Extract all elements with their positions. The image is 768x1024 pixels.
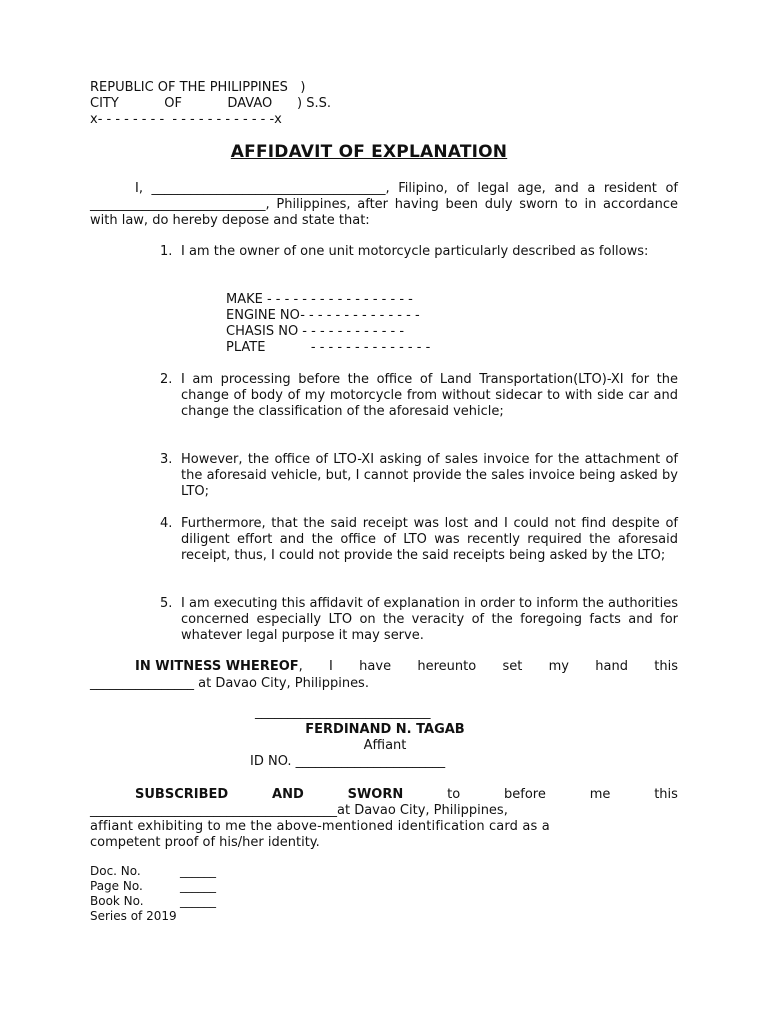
item-text: I am processing before the office of Land Transportation(LTO)-XI for the change of body of my motorcycle from without sidecar to with side car and change the classification of the aforesaid vehicle; [181, 372, 678, 419]
header-divider: x- - - - - - - - - - - - - - - - - - - -x [90, 112, 282, 127]
jurat-word: SWORN [347, 787, 404, 802]
jurat-text: affiant exhibiting to me the above-mentioned identification card as a [90, 819, 550, 834]
jurat-word: to [447, 787, 461, 802]
jurat-word: before [504, 787, 546, 802]
document-title: AFFIDAVIT OF EXPLANATION [230, 142, 508, 162]
jurat-text: competent proof of his/her identity. [90, 835, 320, 850]
vehicle-chasis: CHASIS NO - - - - - - - - - - - - [226, 324, 405, 339]
witness-lead: IN WITNESS WHEREOF [135, 659, 299, 674]
intro-paragraph: I, ____________________________________, Filipino, of legal age, and a resident of ___________________________, Philippines, after having been duly sworn to in accordance with law, do hereby depose and state that: [90, 181, 678, 228]
affiant-name: FERDINAND N. TAGAB [305, 722, 465, 737]
vehicle-make: MAKE - - - - - - - - - - - - - - - - - [226, 292, 413, 307]
item-number: 1. [160, 244, 173, 259]
book-no-blank: ______ [180, 894, 216, 908]
item-text: I am executing this affidavit of explanation in order to inform the authorities concerned especially LTO on the veracity of the foregoing facts and for whatever legal purpose it may serve. [181, 596, 678, 643]
witness-line [135, 659, 678, 675]
affiant-label: Affiant [363, 738, 407, 753]
jurat-word: SUBSCRIBED [135, 787, 229, 802]
jurat-place-line: ______________________________________at Davao City, Philippines, [90, 803, 508, 818]
item-number: 3. [160, 452, 173, 467]
item-text: Furthermore, that the said receipt was lost and I could not find despite of diligent effort and the office of LTO was recently required the aforesaid receipt, thus, I could not provide the said receipts being asked by the LTO; [181, 516, 678, 563]
witness-rest: , I have hereunto set my hand this [298, 659, 678, 674]
book-no-label: Book No. [90, 894, 144, 908]
header-republic: REPUBLIC OF THE PHILIPPINES ) [90, 80, 306, 95]
id-number-field: ID NO. _______________________ [250, 754, 446, 769]
vehicle-engine: ENGINE NO- - - - - - - - - - - - - - [226, 308, 420, 323]
item-number: 5. [160, 596, 173, 611]
item-number: 2. [160, 372, 173, 387]
header-city: CITY OF DAVAO ) S.S. [90, 96, 331, 111]
witness-date-line: ________________ at Davao City, Philippines. [90, 676, 369, 691]
signature-line: ___________________________ [255, 705, 431, 720]
doc-no-label: Doc. No. [90, 864, 141, 878]
item-number: 4. [160, 516, 173, 531]
vehicle-plate: PLATE - - - - - - - - - - - - - - [226, 340, 431, 355]
series-label: Series of 2019 [90, 909, 177, 923]
jurat-line [135, 787, 678, 803]
jurat-word: me [589, 787, 611, 802]
page-no-label: Page No. [90, 879, 143, 893]
page-no-blank: ______ [180, 879, 216, 893]
item-text: However, the office of LTO-XI asking of sales invoice for the attachment of the aforesaid vehicle, but, I cannot provide the sales invoice being asked by LTO; [181, 452, 678, 499]
doc-no-blank: ______ [180, 864, 216, 878]
jurat-word: AND [272, 787, 304, 802]
jurat-word: this [654, 787, 678, 802]
item-text: I am the owner of one unit motorcycle particularly described as follows: [181, 244, 649, 259]
